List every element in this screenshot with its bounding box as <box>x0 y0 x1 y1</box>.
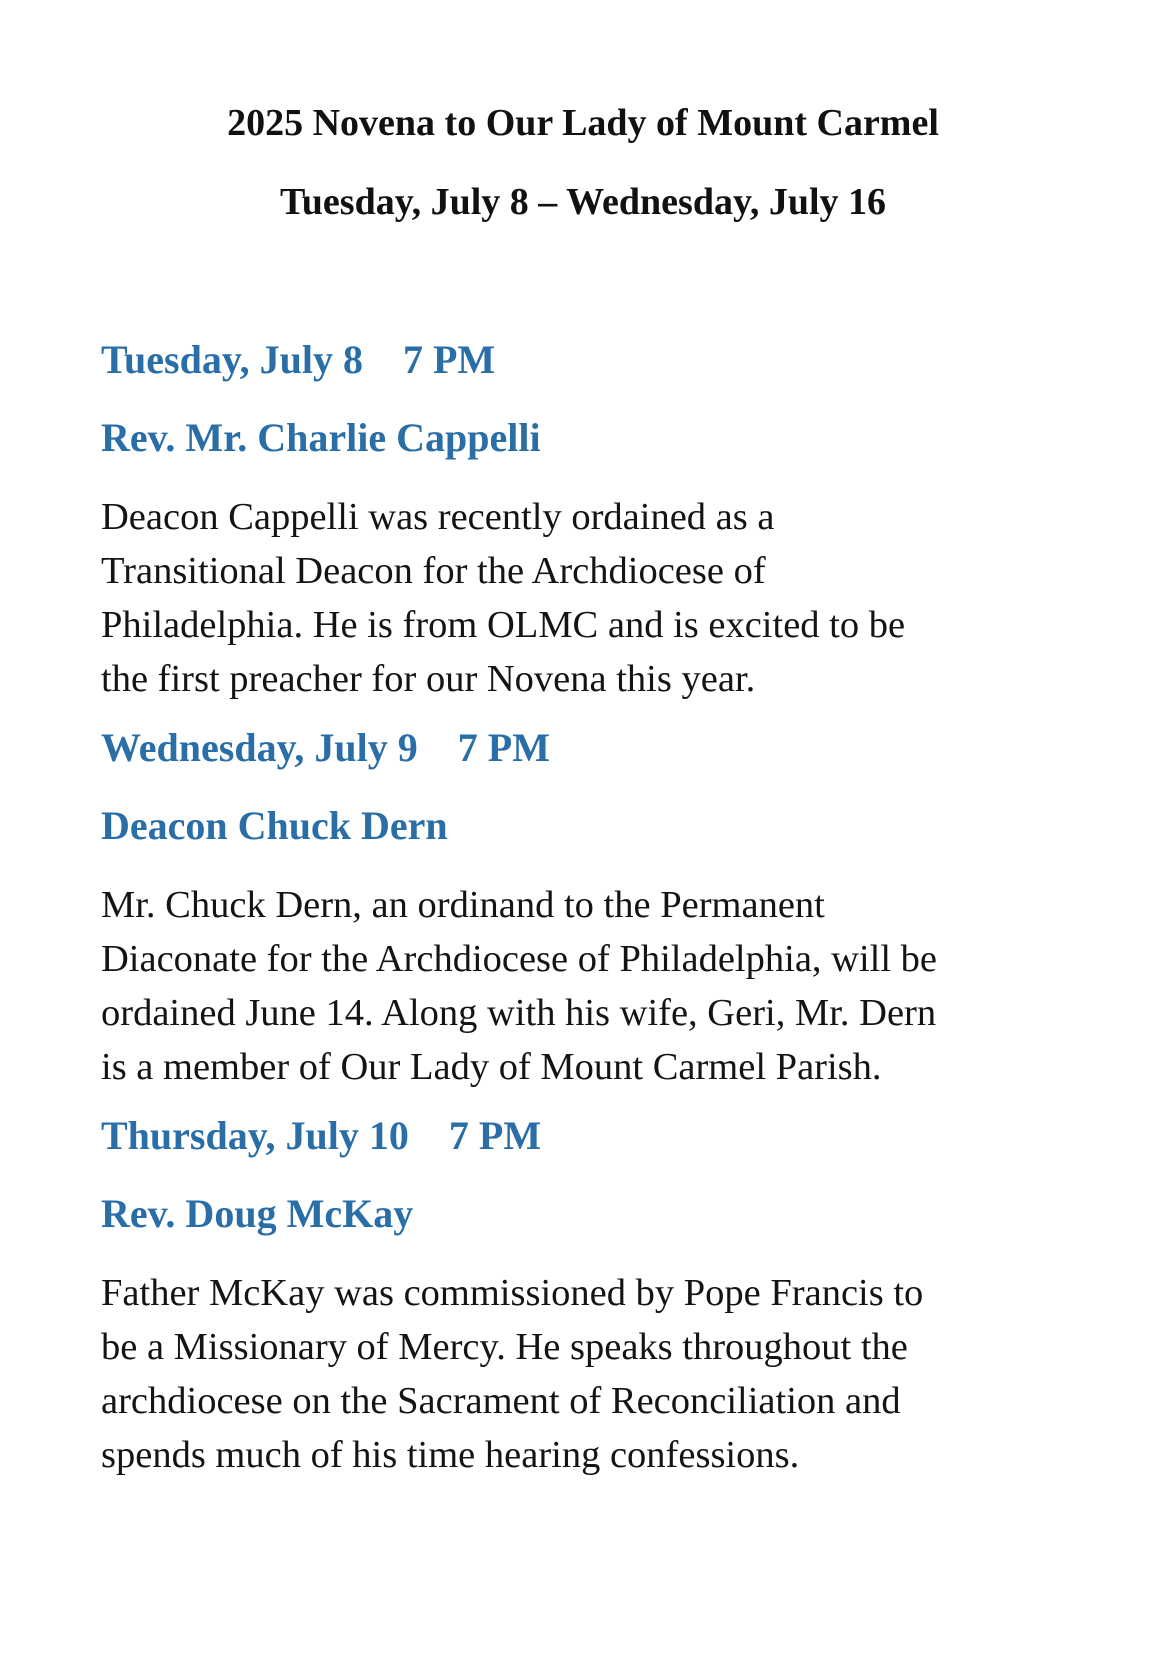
event-date-time <box>101 726 1081 770</box>
event-description-line: ordained June 14. Along with his wife, Geri, Mr. Dern <box>101 992 937 1034</box>
event-list <box>101 338 1081 1502</box>
event-date: Tuesday, July 8 <box>101 337 363 382</box>
event-time: 7 PM <box>448 1113 542 1158</box>
event-description-line: Mr. Chuck Dern, an ordinand to the Permanent <box>101 884 825 926</box>
event-date-time <box>101 338 1081 382</box>
event-description-line: is a member of Our Lady of Mount Carmel Parish. <box>101 1046 882 1088</box>
event-description-line: spends much of his time hearing confessions. <box>101 1434 800 1476</box>
event-speaker: Rev. Doug McKay <box>101 1191 414 1236</box>
event-speaker: Rev. Mr. Charlie Cappelli <box>101 415 541 460</box>
event-description <box>101 1266 1081 1482</box>
event-description-line: Deacon Cappelli was recently ordained as a <box>101 496 775 538</box>
event-time: 7 PM <box>457 725 550 770</box>
event-description <box>101 490 1081 706</box>
event-description <box>101 878 1081 1094</box>
event-entry <box>101 1114 1081 1482</box>
event-description-line: be a Missionary of Mercy. He speaks throughout the <box>101 1326 908 1368</box>
event-entry <box>101 726 1081 1094</box>
event-description-line: Transitional Deacon for the Archdiocese of <box>101 550 766 592</box>
event-entry <box>101 338 1081 706</box>
document-title: 2025 Novena to Our Lady of Mount Carmel <box>227 102 939 144</box>
event-description-line: Father McKay was commissioned by Pope Francis to <box>101 1272 924 1314</box>
event-date-time <box>101 1114 1081 1158</box>
document-date-range: Tuesday, July 8 – Wednesday, July 16 <box>279 181 887 223</box>
event-time: 7 PM <box>402 337 496 382</box>
event-description-line: Diaconate for the Archdiocese of Philadelphia, will be <box>101 938 938 980</box>
event-description-line: archdiocese on the Sacrament of Reconciliation and <box>101 1380 901 1422</box>
event-date: Wednesday, July 9 <box>101 725 418 770</box>
event-date: Thursday, July 10 <box>101 1113 409 1158</box>
event-description-line: the first preacher for our Novena this year. <box>101 658 756 700</box>
event-description-line: Philadelphia. He is from OLMC and is excited to be <box>101 604 906 646</box>
event-speaker: Deacon Chuck Dern <box>101 803 448 848</box>
